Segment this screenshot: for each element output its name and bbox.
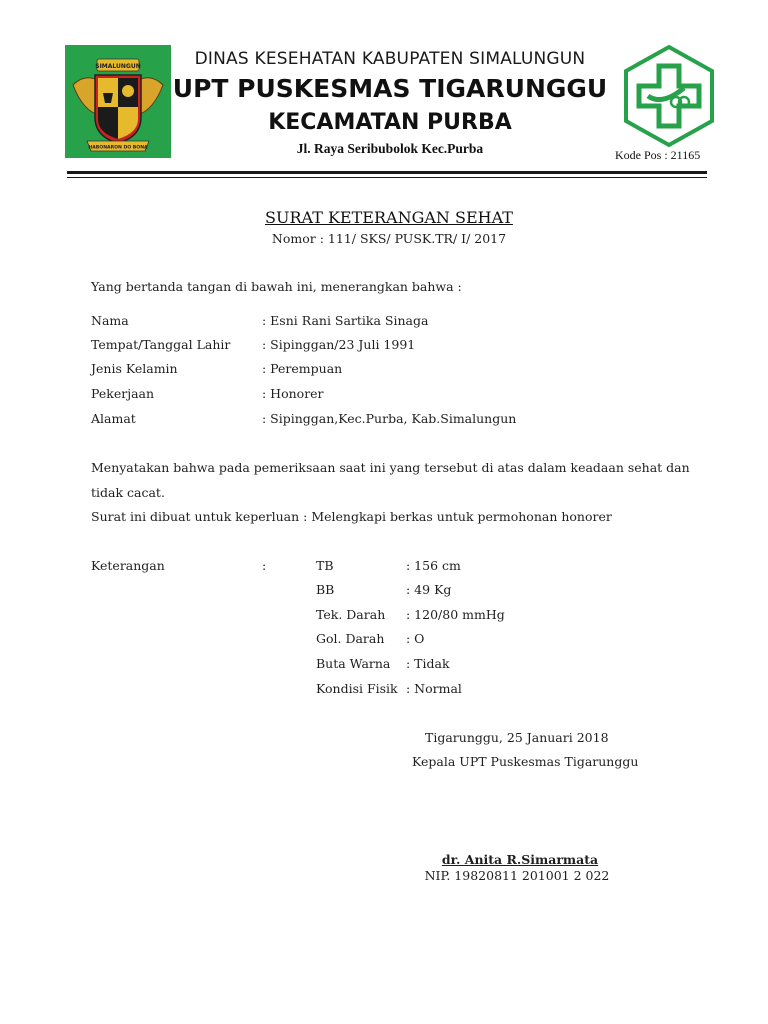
- institution-name: UPT PUSKESMAS TIGARUNGGU: [172, 74, 608, 103]
- header-divider: [67, 171, 707, 174]
- remark-value: : 49 Kg: [406, 582, 452, 597]
- remark-label: Buta Warna: [316, 656, 391, 671]
- institution-address: Jl. Raya Seribubolok Kec.Purba: [296, 141, 484, 156]
- remarks-colon: :: [262, 558, 267, 573]
- puskesmas-logo: [622, 44, 716, 150]
- field-value: : Perempuan: [262, 361, 343, 376]
- header-divider-thin: [67, 177, 707, 178]
- signatory-name: dr. Anita R.Simarmata: [441, 852, 599, 867]
- field-label: Nama: [91, 313, 129, 328]
- signature-place-date: Tigarunggu, 25 Januari 2018: [425, 730, 609, 745]
- signatory-nip: NIP. 19820811 201001 2 022: [424, 868, 610, 883]
- field-value: : Honorer: [262, 386, 324, 401]
- remark-value: : Tidak: [406, 656, 450, 671]
- remark-label: Gol. Darah: [316, 631, 385, 646]
- statement-line-1: Menyatakan bahwa pada pemeriksaan saat ini yang tersebut di atas dalam keadaan sehat dan: [91, 460, 690, 475]
- remark-label: BB: [316, 582, 335, 597]
- intro-text: Yang bertanda tangan di bawah ini, menerangkan bahwa :: [91, 279, 462, 294]
- signature-position: Kepala UPT Puskesmas Tigarunggu: [412, 754, 639, 769]
- remark-value: : 120/80 mmHg: [406, 607, 505, 622]
- field-value: : Sipinggan/23 Juli 1991: [262, 337, 416, 352]
- emblem-bottom-text: HABONARON DO BONA: [88, 145, 148, 151]
- document-number: Nomor : 111/ SKS/ PUSK.TR/ I/ 2017: [271, 231, 507, 246]
- remarks-label: Keterangan: [91, 558, 165, 573]
- emblem-top-text: SIMALUNGUN: [95, 63, 141, 70]
- remark-label: TB: [316, 558, 334, 573]
- district-name: KECAMATAN PURBA: [268, 110, 512, 135]
- remark-value: : 156 cm: [406, 558, 461, 573]
- field-label: Pekerjaan: [91, 386, 155, 401]
- field-value: : Esni Rani Sartika Sinaga: [262, 313, 429, 328]
- remark-label: Tek. Darah: [316, 607, 386, 622]
- postal-code: Kode Pos : 21165: [615, 148, 701, 162]
- field-label: Tempat/Tanggal Lahir: [91, 337, 231, 352]
- remark-value: : O: [406, 631, 425, 646]
- remark-label: Kondisi Fisik: [316, 681, 398, 696]
- field-value: : Sipinggan,Kec.Purba, Kab.Simalungun: [262, 411, 517, 426]
- agency-name: DINAS KESEHATAN KABUPATEN SIMALUNGUN: [194, 49, 586, 69]
- document-title: SURAT KETERANGAN SEHAT: [265, 208, 513, 227]
- field-label: Alamat: [91, 411, 136, 426]
- statement-line-2: tidak cacat.: [91, 485, 165, 500]
- purpose-text: Surat ini dibuat untuk keperluan : Melengkapi berkas untuk permohonan honorer: [91, 509, 612, 524]
- field-label: Jenis Kelamin: [91, 361, 178, 376]
- puskesmas-cross-icon: [622, 44, 716, 150]
- remark-value: : Normal: [406, 681, 462, 696]
